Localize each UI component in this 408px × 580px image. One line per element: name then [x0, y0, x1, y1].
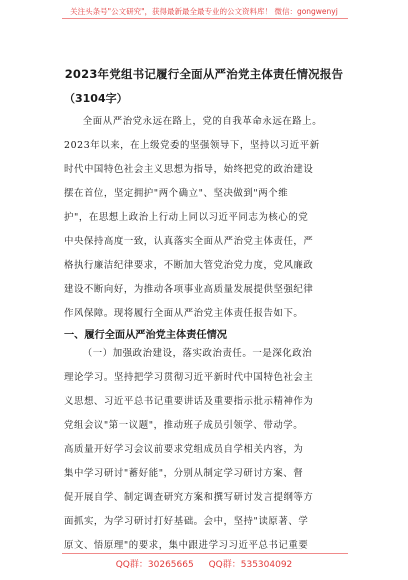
footer-qq-group-2: QQ群：535304092	[208, 560, 293, 570]
intro-line: 全面从严治党永远在路上，党的自我革命永远在路上。	[82, 116, 323, 127]
document-subtitle: （3104字）	[64, 92, 128, 105]
intro-line: 时代中国特色社会主义思想为指导，始终把党的政治建设	[64, 164, 314, 175]
section-line: 义思想、习近平总书记重要讲话及重要指示批示精神作为	[64, 396, 314, 407]
section-line: 集中学习研讨"蓄好能"，分别从制定学习研讨方案、督	[64, 468, 304, 479]
intro-line: 2023年以来，在上级党委的坚强领导下，坚持以习近平新	[64, 140, 320, 151]
header-banner: 关注头条号"公文研究"，获得最新最全最专业的公文资料库！ 微信：gongwenyj	[70, 7, 338, 16]
section-line: （一）加强政治建设，落实政治责任。一是深化政治	[82, 348, 313, 359]
document-title: 2023年党组书记履行全面从严治党主体责任情况报告	[64, 67, 344, 81]
section-line: 面抓实，为学习研讨打好基础。会中，坚持"读原著、学	[64, 516, 309, 527]
intro-line: 建设不断向好，为推动各项事业高质量发展提供坚强纪律	[64, 284, 314, 295]
section-line: 理论学习。坚持把学习贯彻习近平新时代中国特色社会主	[64, 372, 314, 383]
intro-line: 护"，在思想上政治上行动上同以习近平同志为核心的党	[64, 212, 309, 223]
intro-line: 作风保障。现将履行全面从严治党主体责任报告如下。	[64, 308, 304, 319]
section-paragraph	[64, 342, 354, 558]
intro-paragraph	[64, 110, 354, 326]
section-line: 高质量开好学习会议前要求党组成员自学相关内容，为	[64, 444, 304, 455]
section-heading: 一、履行全面从严治党主体责任情况	[64, 330, 227, 341]
footer	[0, 557, 408, 570]
footer-divider	[62, 553, 348, 554]
intro-line: 格执行廉洁纪律要求，不断加大管党治党力度，党风廉政	[64, 260, 314, 271]
section-line: 促开展自学、制定调查研究方案和撰写研讨发言提纲等方	[64, 492, 314, 503]
header-divider	[62, 18, 348, 19]
intro-line: 中央保持高度一致，认真落实全面从严治党主体责任，严	[64, 236, 314, 247]
intro-line: 摆在首位，坚定拥护"两个确立"、坚决做到"两个维	[64, 188, 289, 199]
section-line: 党组会议"第一议题"，推动班子成员引领学、带动学。	[64, 420, 304, 431]
footer-qq-group-1: QQ群：30265665	[115, 560, 194, 570]
section-line: 原文、悟原理"的要求，集中跟进学习习近平总书记重要	[64, 540, 309, 551]
